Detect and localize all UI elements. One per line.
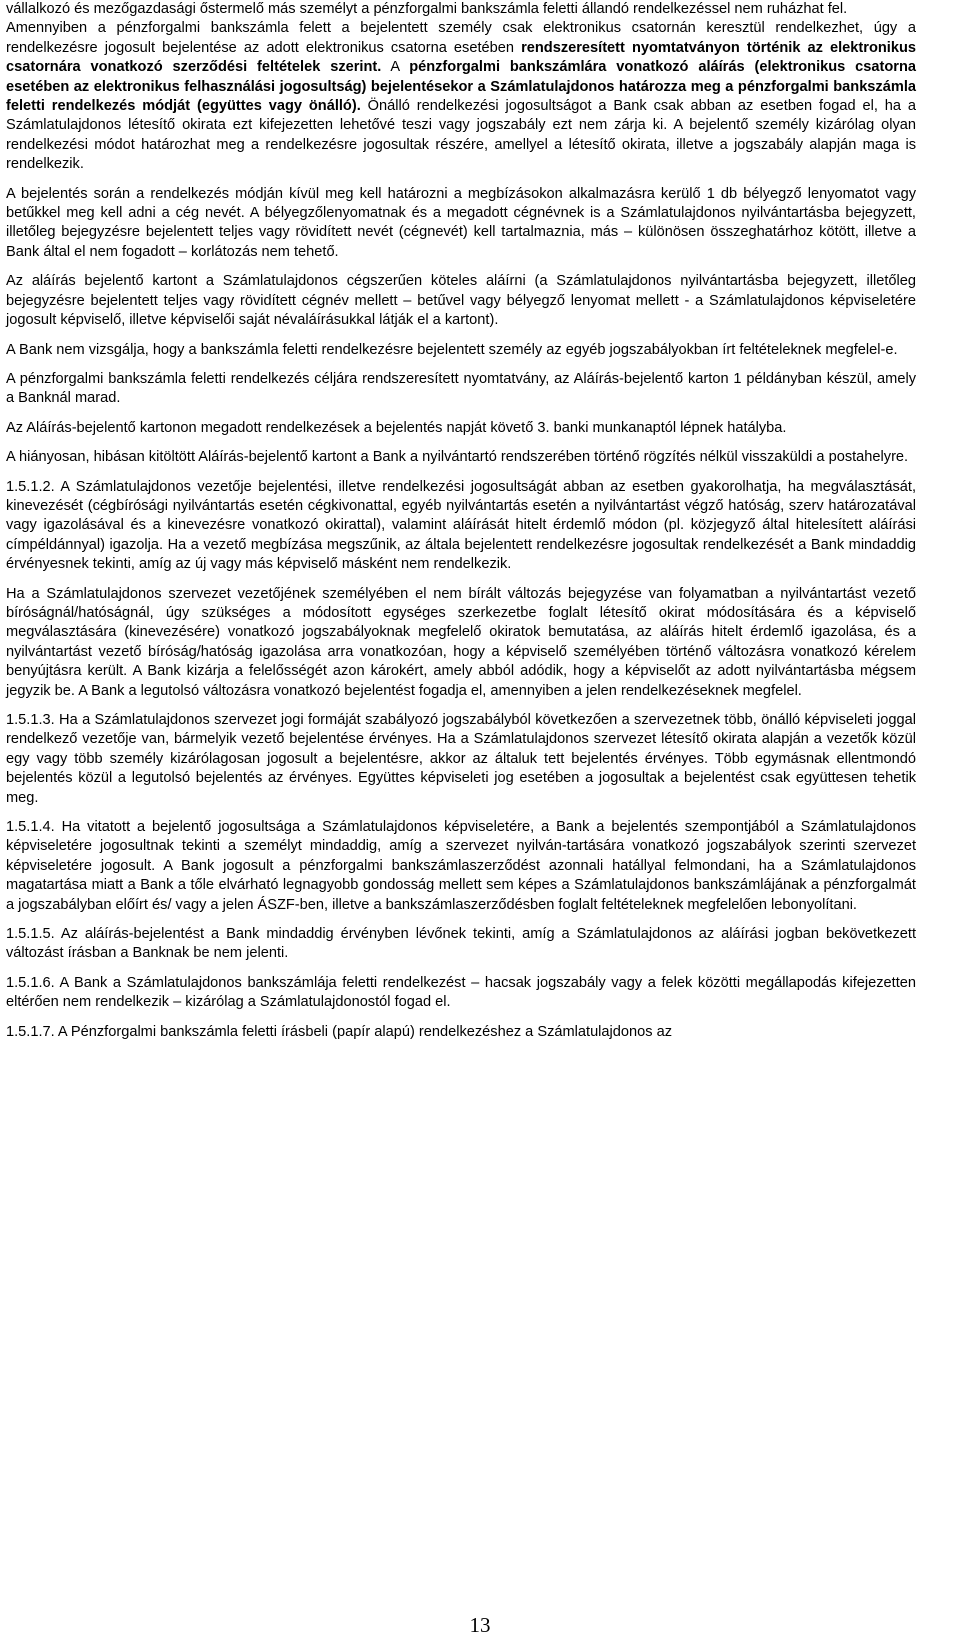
paragraph [6,185,916,263]
document-body [6,0,916,1042]
text-span: 1.5.1.7. A Pénzforgalmi bankszámla feletti írásbeli (papír alapú) rendelkezéshez a Számlatulajdonos az [6,1023,673,1040]
text-span: Önálló rendelkezési jogosultságot a Bank csak abban az esetben fogad el, ha a Számlatulajdonos létesítő okirata ezt kifejezetten lehetővé teszi vagy jogszabály ezt nem zárja ki. A bejelentő személy kizárólag olyan rendelkezési módot határozhat meg a rendelkezésre jogosultak részére, amellyel a létesítő okirata, illetve a jogszabály alapján maga is rendelkezik. [6,98,916,173]
paragraph [6,419,916,438]
paragraph [6,585,916,701]
text-span: A pénzforgalmi bankszámla feletti rendelkezés céljára rendszeresített nyomtatvány, az Aláírás-bejelentő karton 1 példányban készül, amely a Banknál marad. [6,370,916,407]
paragraph [6,478,916,575]
paragraph [6,0,916,19]
paragraph [6,341,916,360]
paragraph [6,974,916,1013]
paragraph [6,1023,916,1042]
text-span: Amennyiben a pénzforgalmi bankszámla felett a bejelentett személy csak elektronikus csatornán keresztül rendelkezhet, úgy a rendelkezésre jogosult bejelentése az adott elektronikus csatorna esetében [6,20,916,56]
text-span: Az aláírás bejelentő kartont a Számlatulajdonos cégszerűen köteles aláírni (a Számlatulajdonos nyilvántartásba bejegyzett, illetőleg bejegyzésre bejelentett teljes vagy rövidített cégnév mellett – betűvel vagy bélyegző lenyomat mellett - a Számlatulajdonos képviseletére jogosult képviselő, illetve képviselői saját névaláírásukkal látják el a kartont). [6,273,916,329]
text-span: A Bank nem vizsgálja, hogy a bankszámla feletti rendelkezésre bejelentett személy az egyéb jogszabályokban írt feltételeknek megfelel-e. [6,341,898,358]
text-span: 1.5.1.2. A Számlatulajdonos vezetője bejelentési, illetve rendelkezési jogosultságát abban az esetben gyakorolhatja, ha megválasztását, kinevezését (cégbírósági nyilvántartás esetén cégkivonattal, egyéb nyilvántartás esetén a nyilvántartást végző hatóság, szerv határozatával vagy igazolásával és a kinevezésre vonatkozó okirattal), valamint aláírását hitelt érdemlő módon (pl. közjegyző által hitelesített aláírási címpéldánnyal) igazolja. Ha a vezető megbízása megszűnik, az általa bejelentett rendelkezésre jogosultak rendelkezését a Bank mindaddig érvényesnek tekinti, amíg az új vagy más képviselő másként nem rendelkezik. [6,478,916,573]
paragraph [6,818,916,915]
text-span: 1.5.1.4. Ha vitatott a bejelentő jogosultsága a Számlatulajdonos képviseletére, a Bank a bejelentés szempontjából a Számlatulajdonos képviseletére jogosultnak tekinti a személyt mindaddig, amíg a szervezet nyilván-tartására vonatkozó jogszabályok szerinti szervezet képviseletére jogosult. A Bank jogosult a pénzforgalmi bankszámlaszerződést azonnali hatállyal felmondani, ha a Számlatulajdonos magatartása miatt a Bank a tőle elvárható legnagyobb gondosság mellett sem képes a Számlatulajdonos bankszámlájának a pénzforgalmát a jogszabályban előírt és/ vagy a jelen ÁSZF-ben, illetve a bankszámlaszerződésben foglalt feltételeknek megfelelően lebonyolítani. [6,819,916,913]
text-span: A [381,59,410,76]
paragraph [6,19,916,174]
text-span: vállalkozó és mezőgazdasági őstermelő más személyt a pénzforgalmi bankszámla feletti állandó rendelkezéssel nem ruházhat fel. [6,1,848,17]
text-span: 1.5.1.3. Ha a Számlatulajdonos szervezet jogi formáját szabályozó jogszabályból következően a szervezetnek több, önálló képviseleti joggal rendelkező vezetője van, bármelyik vezető bejelentése érvényes. Ha a Számlatulajdonos szervezet létesítő okirata alapján a vezetők közül egy vagy több személy kizárólagosan jogosult a bejelentésre, akkor az általuk tett bejelentés érvényes. Több egymásnak ellentmondó bejelentés közül a legutolsó bejelentés az érvényes. Együttes képviseleti jog esetében a jogosultak a bejelentést csak együttesen tehetik meg. [6,712,916,806]
text-span: A bejelentés során a rendelkezés módján kívül meg kell határozni a megbízásokon alkalmazásra kerülő 1 db bélyegző lenyomatot vagy betűkkel meg kell adni a cég nevét. A bélyegzőlenyomatnak és a megadott cégnévnek is a Számlatulajdonos nyilvántartásba bejegyzett, illetőleg bejegyzésre bejelentett teljes vagy rövidített nevét (cégnevét) kell tartalmaznia, más – különösen összeghatárhoz kötött, illetve a Bank által el nem fogadott – korlátozás nem tehető. [6,185,916,260]
paragraph [6,370,916,409]
text-span: A hiányosan, hibásan kitöltött Aláírás-bejelentő kartont a Bank a nyilvántartó rendszerében történő rögzítés nélkül visszaküldi a postahelyre. [6,449,909,466]
page-number: 13 [469,1613,491,1637]
bold-text-span: rendszeresített nyomtatványon történik az elektronikus csatornára vonatkozó szerződési feltételek szerint. [6,39,916,76]
bold-text-span: pénzforgalmi bankszámlára vonatkozó aláírás (elektronikus csatorna esetében az elektronikus felhasználási jogosultság) bejelentésekor a Számlatulajdonos határozza meg a pénzforgalmi bankszámla feletti rendelkezés módját (együttes vagy önálló). [6,59,917,115]
text-span: 1.5.1.6. A Bank a Számlatulajdonos bankszámlája feletti rendelkezést – hacsak jogszabály vagy a felek közötti megállapodás kifejezetten eltérően nem rendelkezik – kizárólag a Számlatulajdonostól fogad el. [6,974,916,1011]
paragraph [6,711,916,808]
paragraph [6,272,916,330]
text-span: 1.5.1.5. Az aláírás-bejelentést a Bank mindaddig érvényben lévőnek tekinti, amíg a Számlatulajdonos az aláírási jogban bekövetkezett változást írásban a Banknak be nem jelenti. [6,926,916,962]
text-span: Az Aláírás-bejelentő kartonon megadott rendelkezések a bejelentés napját követő 3. banki munkanaptól lépnek hatályba. [6,419,787,436]
text-span: Ha a Számlatulajdonos szervezet vezetőjének személyében el nem bírált változás bejegyzése van folyamatban a nyilvántartást vezető bíróságnál/hatóságnál, úgy szükséges a módosított egységes szerkezetbe foglalt létesítő okirat módosítására és a képviselő megválasztására (kinevezésére) vonatkozó jogszabályoknak megfelelő okiratok bemutatása, az aláírás hitelt érdemlő igazolása, és a nyilvántartást vezető bíróság/hatóság igazolása arra vonatkozóan, hogy a képviselő személyében történő változásra vonatkozó kérelem benyújtásra került. A Bank kizárja a felelősségét azon károkért, amely abból adódik, hogy a képviselőt az adott nyilvántartásba mégsem jegyzik be. A Bank a legutolsó változásra vonatkozó bejelentést fogadja el, amennyiben a jelen rendelkezéseknek megfelel. [6,585,916,699]
paragraph [6,448,916,467]
paragraph [6,925,916,964]
